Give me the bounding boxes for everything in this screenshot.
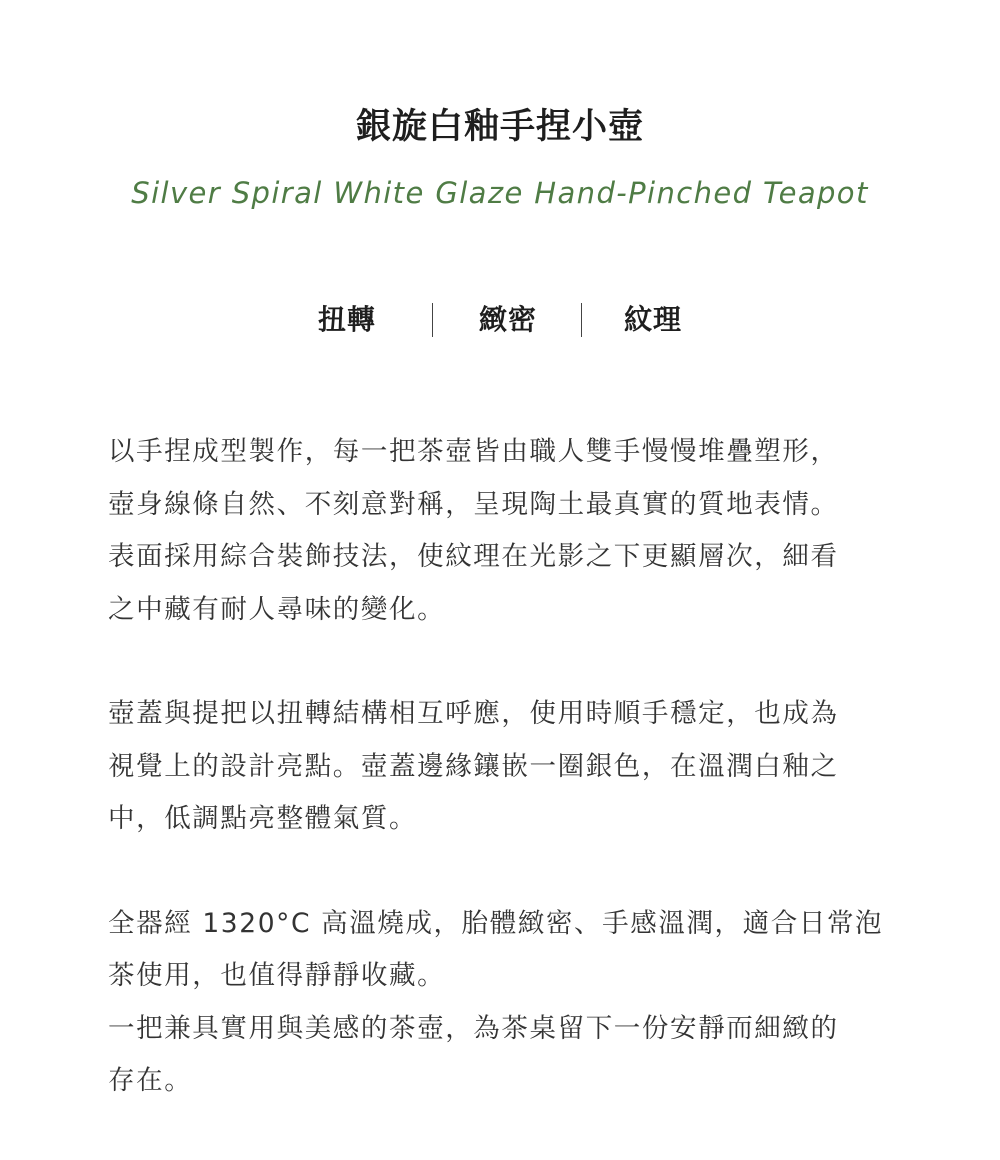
description-line: 一把兼具實用與美感的茶壺，為茶桌留下一份安靜而細緻的 (108, 1012, 839, 1044)
description-line: 茶使用，也值得靜靜收藏。 (108, 960, 446, 991)
description-line: 全器經 1320°C 高溫燒成，胎體緻密、手感溫潤，適合日常泡 (108, 907, 884, 939)
product-subtitle: Silver Spiral White Glaze Hand-Pinched Teapot (131, 176, 869, 210)
description-line: 視覺上的設計亮點。壺蓋邊緣鑲嵌一圈銀色，在溫潤白釉之 (108, 750, 839, 782)
description-paragraph-lid-handle (108, 688, 908, 846)
description-line: 表面採用綜合裝飾技法，使紋理在光影之下更顯層次，細看 (108, 541, 839, 572)
keyword-divider (432, 303, 433, 337)
description-line: 以手捏成型製作，每一把茶壺皆由職人雙手慢慢堆疊塑形， (108, 436, 839, 467)
keyword-bar (0, 300, 1000, 340)
keyword-dense: 緻密 (478, 303, 537, 336)
keyword-twist: 扭轉 (317, 303, 376, 336)
description-paragraph-firing (108, 898, 908, 1108)
keyword-texture: 紋理 (624, 303, 683, 336)
description-body (108, 426, 908, 1160)
description-line: 壺蓋與提把以扭轉結構相互呼應，使用時順手穩定，也成為 (108, 698, 839, 729)
description-line: 中，低調點亮整體氣質。 (108, 803, 418, 834)
description-paragraph-craft (108, 426, 908, 636)
description-line: 存在。 (108, 1065, 193, 1096)
description-line: 之中藏有耐人尋味的變化。 (108, 593, 446, 625)
keyword-divider (581, 303, 582, 337)
description-line: 壺身線條自然、不刻意對稱，呈現陶土最真實的質地表情。 (108, 488, 839, 520)
product-title: 銀旋白釉手捏小壺 (355, 107, 644, 147)
